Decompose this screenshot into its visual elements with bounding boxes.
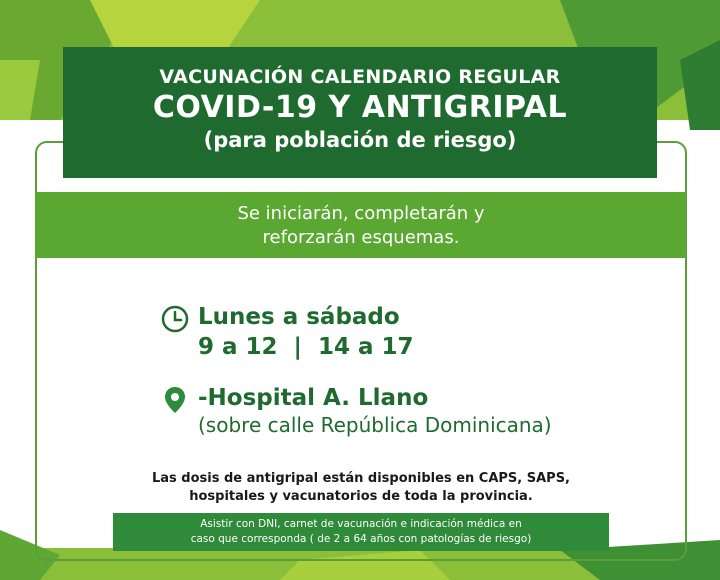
location-name: -Hospital A. Llano (198, 385, 429, 411)
title-line-3: (para población de riesgo) (203, 128, 517, 152)
footer-line-1: Asistir con DNI, carnet de vacunación e indicación médica en (200, 518, 522, 530)
schedule-block (160, 302, 414, 362)
availability-note (36, 470, 686, 506)
title-line-2: COVID-19 Y ANTIGRIPAL (152, 90, 568, 125)
band-line-1: Se iniciarán, completarán y (237, 203, 485, 224)
location-detail: (sobre calle República Dominicana) (198, 413, 552, 437)
note-line-2: hospitales y vacunatorios de toda la provincia. (189, 489, 533, 504)
location-pin-icon (160, 385, 190, 415)
band-line-2: reforzarán esquemas. (262, 227, 460, 248)
title-line-1: VACUNACIÓN CALENDARIO REGULAR (159, 66, 561, 88)
scheme-band (36, 192, 686, 258)
title-banner (63, 47, 657, 178)
schedule-days: Lunes a sábado (198, 304, 400, 330)
clock-icon (160, 304, 190, 334)
requirements-box (113, 513, 609, 551)
note-line-1: Las dosis de antigripal están disponibles en CAPS, SAPS, (151, 471, 570, 486)
footer-line-2: caso que corresponda ( de 2 a 64 años con patologías de riesgo) (190, 533, 532, 545)
location-block (160, 383, 552, 437)
schedule-hours: 9 a 12 | 14 a 17 (198, 334, 414, 360)
